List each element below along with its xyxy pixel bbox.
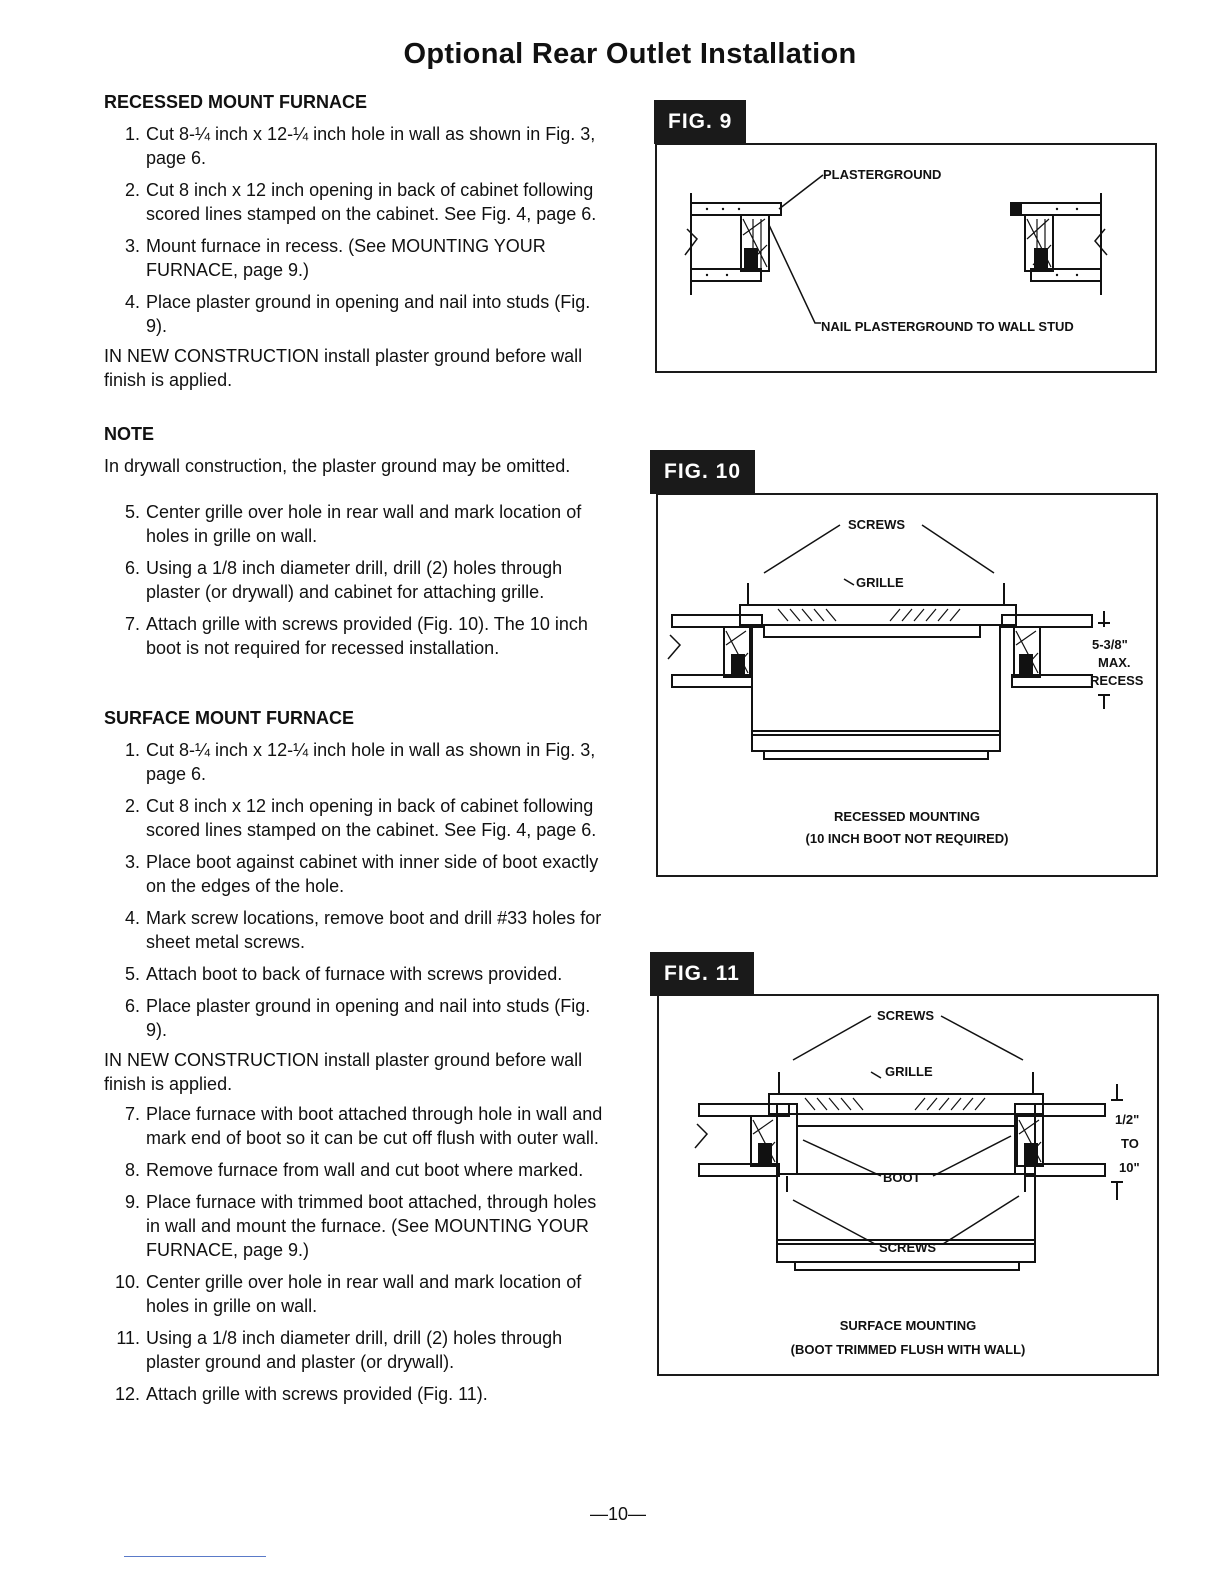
step-number: 5.	[124, 502, 140, 522]
fig11-box	[657, 994, 1159, 1376]
surface-steps-1	[104, 738, 614, 1042]
step-number: 2.	[124, 180, 140, 200]
step-number: 8.	[124, 1160, 140, 1180]
list-item	[104, 234, 614, 282]
step-number: 3.	[124, 236, 140, 256]
list-item	[104, 994, 614, 1042]
list-item	[104, 500, 614, 548]
recessed-steps-2	[104, 500, 614, 660]
step-number: 12.	[114, 1384, 140, 1404]
fig10-diagram	[658, 495, 1156, 795]
step-text: Attach grille with screws provided (Fig. 10). The 10 inch boot is not required for recessed installation.	[146, 614, 588, 658]
step-text: Cut 8 inch x 12 inch opening in back of cabinet following scored lines stamped on the cabinet. See Fig. 4, page 6.	[146, 180, 597, 224]
fig9-label-plasterground: PLASTERGROUND	[823, 167, 942, 182]
list-item	[104, 850, 614, 898]
list-item	[104, 122, 614, 170]
step-text: Place furnace with boot attached through hole in wall and mark end of boot so it can be cut off flush with outer wall.	[146, 1104, 603, 1148]
recessed-section	[104, 90, 614, 668]
fig11-dim-3: 10"	[1119, 1160, 1140, 1175]
fig11-label-screws-top: SCREWS	[877, 1008, 935, 1023]
step-number: 3.	[124, 852, 140, 872]
fig10-box	[656, 493, 1158, 877]
list-item	[104, 1190, 614, 1262]
list-item	[104, 794, 614, 842]
note-text: In drywall construction, the plaster ground may be omitted.	[104, 456, 571, 476]
recessed-steps-1	[104, 122, 614, 338]
recessed-heading: RECESSED MOUNT FURNACE	[104, 92, 368, 112]
fig10-label-grille: GRILLE	[856, 575, 904, 590]
fig11-caption-1: SURFACE MOUNTING	[839, 1318, 977, 1333]
step-number: 10.	[114, 1272, 140, 1292]
fig11-dim-2: TO	[1121, 1136, 1139, 1151]
fig9-label-nail: NAIL PLASTERGROUND TO WALL STUD	[821, 319, 1074, 334]
footer-rule	[124, 1556, 266, 1557]
step-number: 6.	[124, 996, 140, 1016]
fig11-caption-2: (BOOT TRIMMED FLUSH WITH WALL)	[790, 1342, 1026, 1357]
step-text: Cut 8 inch x 12 inch opening in back of cabinet following scored lines stamped on the cabinet. See Fig. 4, page 6.	[146, 796, 597, 840]
list-item	[104, 1382, 614, 1406]
fig11-label-screws-bottom: SCREWS	[879, 1240, 937, 1255]
step-text: Center grille over hole in rear wall and mark location of holes in grille on wall.	[146, 1272, 582, 1316]
recessed-new-construction: IN NEW CONSTRUCTION install plaster ground before wall finish is applied.	[104, 346, 583, 390]
step-text: Cut 8-¼ inch x 12-¼ inch hole in wall as shown in Fig. 3, page 6.	[146, 124, 596, 168]
page-number: —10—	[590, 1504, 647, 1524]
list-item	[104, 1326, 614, 1374]
list-item	[104, 612, 614, 660]
list-item	[104, 1270, 614, 1318]
step-number: 2.	[124, 796, 140, 816]
step-text: Place plaster ground in opening and nail into studs (Fig. 9).	[146, 292, 591, 336]
fig10-dim-2: MAX.	[1098, 655, 1131, 670]
step-number: 6.	[124, 558, 140, 578]
surface-section	[104, 706, 614, 1414]
fig10-dim-1: 5-3/8"	[1092, 637, 1128, 652]
step-text: Remove furnace from wall and cut boot where marked.	[146, 1160, 584, 1180]
fig10-caption-2: (10 INCH BOOT NOT REQUIRED)	[805, 831, 1009, 846]
step-number: 5.	[124, 964, 140, 984]
fig9-diagram	[657, 145, 1155, 371]
list-item	[104, 556, 614, 604]
step-text: Place furnace with trimmed boot attached, through holes in wall and mount the furnace. (See MOUNTING YOUR FURNACE, page 9.)	[146, 1192, 597, 1260]
step-text: Mark screw locations, remove boot and drill #33 holes for sheet metal screws.	[146, 908, 602, 952]
list-item	[104, 178, 614, 226]
note-heading: NOTE	[104, 424, 155, 444]
fig11-dim-1: 1/2"	[1115, 1112, 1140, 1127]
list-item	[104, 290, 614, 338]
surface-heading: SURFACE MOUNT FURNACE	[104, 708, 354, 728]
fig11-diagram	[659, 996, 1157, 1306]
step-text: Center grille over hole in rear wall and mark location of holes in grille on wall.	[146, 502, 582, 546]
step-text: Using a 1/8 inch diameter drill, drill (2) holes through plaster ground and plaster (or drywall).	[146, 1328, 563, 1372]
list-item	[104, 962, 614, 986]
step-number: 11.	[116, 1328, 140, 1348]
step-text: Place boot against cabinet with inner side of boot exactly on the edges of the hole.	[146, 852, 599, 896]
surface-new-construction: IN NEW CONSTRUCTION install plaster ground before wall finish is applied.	[104, 1050, 583, 1094]
step-text: Using a 1/8 inch diameter drill, drill (2) holes through plaster (or drywall) and cabinet for attaching grille.	[146, 558, 563, 602]
step-number: 7.	[124, 614, 140, 634]
step-number: 4.	[124, 908, 140, 928]
fig11-label-boot: BOOT	[883, 1170, 921, 1185]
list-item	[104, 738, 614, 786]
surface-steps-2	[104, 1102, 614, 1406]
fig9-tag: FIG. 9	[654, 100, 746, 144]
step-text: Attach boot to back of furnace with screws provided.	[146, 964, 563, 984]
step-number: 4.	[124, 292, 140, 312]
list-item	[104, 906, 614, 954]
fig10-dim-3: RECESS	[1090, 673, 1144, 688]
step-number: 1.	[124, 124, 140, 144]
fig10-tag: FIG. 10	[650, 450, 755, 494]
fig10-caption-1: RECESSED MOUNTING	[834, 809, 980, 824]
step-text: Cut 8-¼ inch x 12-¼ inch hole in wall as shown in Fig. 3, page 6.	[146, 740, 596, 784]
step-text: Attach grille with screws provided (Fig. 11).	[146, 1384, 488, 1404]
step-text: Place plaster ground in opening and nail into studs (Fig. 9).	[146, 996, 591, 1040]
step-text: Mount furnace in recess. (See MOUNTING YOUR FURNACE, page 9.)	[146, 236, 546, 280]
step-number: 1.	[124, 740, 140, 760]
fig11-label-grille: GRILLE	[885, 1064, 933, 1079]
page-title: Optional Rear Outlet Installation	[403, 38, 857, 70]
step-number: 9.	[124, 1192, 140, 1212]
fig10-label-screws: SCREWS	[848, 517, 906, 532]
list-item	[104, 1158, 614, 1182]
list-item	[104, 1102, 614, 1150]
step-number: 7.	[124, 1104, 140, 1124]
fig9-box	[655, 143, 1157, 373]
fig11-tag: FIG. 11	[650, 952, 754, 996]
